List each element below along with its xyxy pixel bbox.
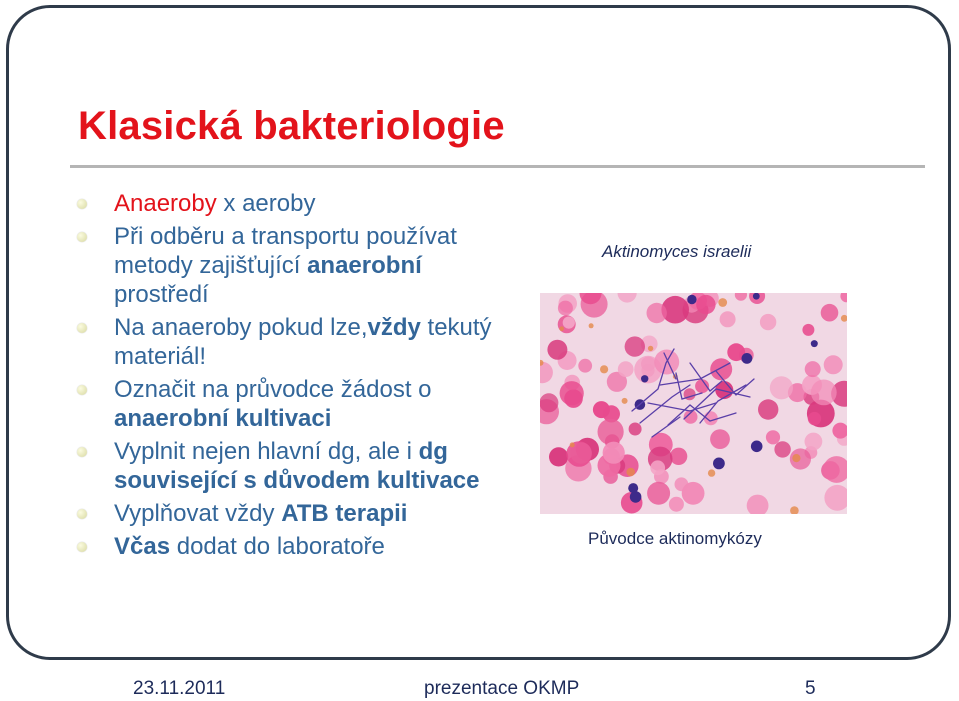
bullet-text-run: Anaeroby: [114, 190, 217, 217]
bullet-text-run: Vyplňovat vždy: [114, 500, 282, 527]
bullet-text-run: Na anaeroby pokud lze,: [114, 314, 368, 341]
bullet-item: [74, 532, 504, 561]
bullet-text-run: vždy: [367, 314, 421, 341]
title-underline: [70, 165, 925, 168]
bullet-dot-icon: [77, 199, 87, 209]
bullet-dot-icon: [77, 323, 87, 333]
bullet-item: [74, 375, 504, 433]
bullet-list: [74, 189, 504, 565]
bullet-text-run: anaerobní: [307, 252, 422, 279]
bullet-dot-icon: [77, 385, 87, 395]
bullet-item: [74, 189, 504, 218]
bullet-text-run: Včas: [114, 533, 171, 560]
footer-presentation-name: prezentace OKMP: [424, 678, 580, 699]
micrograph-svg: [540, 293, 847, 514]
bullet-dot-icon: [77, 542, 87, 552]
bullet-text-run: Označit na průvodce žádost o: [114, 376, 432, 403]
footer-page-number: 5: [805, 678, 816, 699]
figure-caption-bottom: Původce aktinomykózy: [588, 529, 762, 548]
bullet-text-run: tekutý materiál!: [114, 314, 492, 370]
bullet-dot-icon: [77, 232, 87, 242]
bullet-dot-icon: [77, 447, 87, 457]
bullet-text-run: ATB terapii: [281, 500, 408, 527]
slide-title: Klasická bakteriologie: [78, 104, 505, 148]
bullet-text-run: dodat do laboratoře: [170, 533, 385, 560]
bullet-item: [74, 313, 504, 371]
figure-caption-top: Aktinomyces israelii: [602, 242, 752, 261]
bullet-text-run: Při odběru a transportu používat metody zajišťující: [114, 223, 457, 279]
bullet-text-run: prostředí: [114, 281, 209, 308]
bullet-item: [74, 222, 504, 309]
bullet-text-run: Vyplnit nejen hlavní dg, ale i: [114, 438, 419, 465]
bullet-text-run: x aeroby: [216, 190, 316, 217]
bullet-item: [74, 499, 504, 528]
bullet-text-run: anaerobní kultivaci: [114, 405, 332, 432]
micrograph-image: [540, 293, 847, 514]
bullet-dot-icon: [77, 509, 87, 519]
bullet-text-run: dg související s důvodem kultivace: [114, 438, 480, 494]
footer-date: 23.11.2011: [133, 678, 226, 699]
bullet-item: [74, 437, 504, 495]
